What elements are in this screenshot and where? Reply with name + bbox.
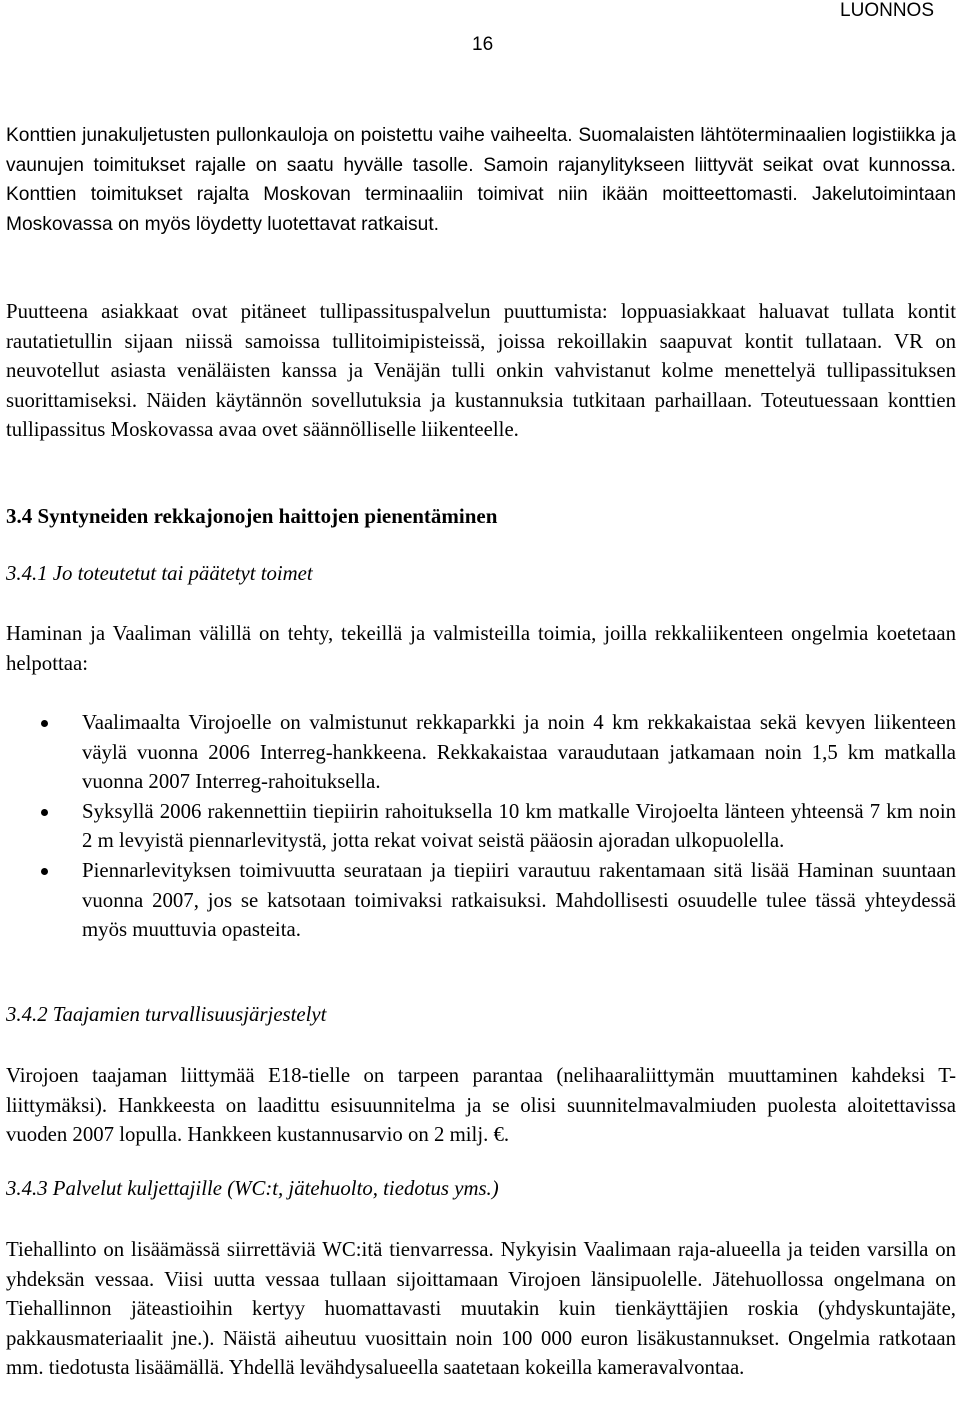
measures-bullet-list	[41, 708, 956, 945]
bullet-item	[41, 797, 956, 856]
bullet-icon	[41, 809, 48, 816]
paragraph-container-rail: Konttien junakuljetusten pullonkauloja on poistettu vaihe vaiheelta. Suomalaisten lähtöterminaalien logistiikka ja vaunujen toimitukset rajalle on saatu hyvälle tasolle. Samoin rajanylitykseen liittyvät seikat ovat kunnossa. Konttien toimitukset rajalta Moskovan terminaaliin toimivat niin ikään moitteettomasti. Jakelutoimintaan Moskovassa on myös löydetty luotettavat ratkaisut.	[6, 125, 956, 235]
subsection-heading-3-4-3: 3.4.3 Palvelut kuljettajille (WC:t, jätehuolto, tiedotus yms.)	[6, 1177, 499, 1200]
bullet-text: Syksyllä 2006 rakennettiin tiepiirin rahoituksella 10 km matkalle Virojoelta länteen yhteensä 7 km noin 2 m levyistä piennarlevitystä, jotta rekat voivat seistä pääosin ajoradan ulkopuolella.	[82, 799, 956, 853]
paragraph-junction-safety: Virojoen taajaman liittymää E18-tielle on tarpeen parantaa (nelihaaraliittymän muuttaminen kahdeksi T-liittymäksi). Hankkeesta on laadittu esisuunnitelma ja se olisi suunnitelmavalmiuden puolesta aloitettavissa vuoden 2007 lopulla. Hankkeen kustannusarvio on 2 milj. €.	[6, 1064, 956, 1147]
subsection-heading-3-4-1: 3.4.1 Jo toteutetut tai päätetyt toimet	[6, 562, 313, 585]
paragraph-customs-transit: Puutteena asiakkaat ovat pitäneet tullipassituspalvelun puuttumista: loppuasiakkaat haluavat tullata kontit rautatietullin sijaan niissä samoissa tullitoimipisteissä, joissa rekoillakin saapuvat kontit tullataan. VR on neuvotellut asiasta venäläisten kanssa ja Venäjän tulli onkin vahvistanut kolme menettelyä tullipassituksen suorittamiseksi. Näiden käytännön sovellutuksia ja kustannuksia tutkitaan parhaillaan. Toteutuessaan konttien tullipassitus Moskovassa avaa ovet säännölliselle liikenteelle.	[6, 300, 956, 442]
section-heading-3-4: 3.4 Syntyneiden rekkajonojen haittojen pienentäminen	[6, 504, 498, 528]
page-number: 16	[472, 34, 494, 55]
bullet-text: Vaalimaalta Virojoelle on valmistunut rekkaparkki ja noin 4 km rekkakaistaa sekä kevyen liikenteen väylä vuonna 2006 Interreg-hankkeena. Rekkakaistaa varaudutaan jatkamaan noin 1,5 km matkalla vuonna 2007 Interreg-rahoituksella.	[82, 711, 956, 794]
paragraph-driver-services: Tiehallinto on lisäämässä siirrettäviä WC:itä tienvarressa. Nykyisin Vaalimaan raja-alueella ja teiden varsilla on yhdeksän vessaa. Viisi uutta vessaa tullaan sijoittamaan Virojoen länsipuolelle. Jätehuollossa ongelmana on Tiehallinnon jäteastioihin kertyy huomattavasti muutakin kuin tienkäyttäjien roskia (yhdyskuntajäte, pakkausmateriaalit jne.). Näistä aiheutuu vuosittain noin 100 000 euron lisäkustannukset. Ongelmia ratkotaan mm. tiedotusta lisäämällä. Yhdellä levähdysalueella saatetaan kokeilla kameravalvontaa.	[6, 1238, 956, 1380]
bullet-item	[41, 856, 956, 945]
bullet-icon	[41, 868, 48, 875]
bullet-text: Piennarlevityksen toimivuutta seurataan ja tiepiiri varautuu rakentamaan sitä lisää Haminan suuntaan vuonna 2007, jos se katsotaan toimivaksi ratkaisuksi. Mahdollisesti osuudelle tulee tässä yhteydessä myös muuttuvia opasteita.	[82, 858, 956, 942]
bullet-icon	[41, 720, 48, 727]
subsection-heading-3-4-2: 3.4.2 Taajamien turvallisuusjärjestelyt	[6, 1003, 327, 1026]
paragraph-measures-intro: Haminan ja Vaaliman välillä on tehty, tekeillä ja valmisteilla toimia, joilla rekkaliikenteen ongelmia koetetaan helpottaa:	[6, 622, 956, 675]
draft-status-label: LUONNOS	[840, 0, 934, 21]
bullet-item	[41, 708, 956, 797]
